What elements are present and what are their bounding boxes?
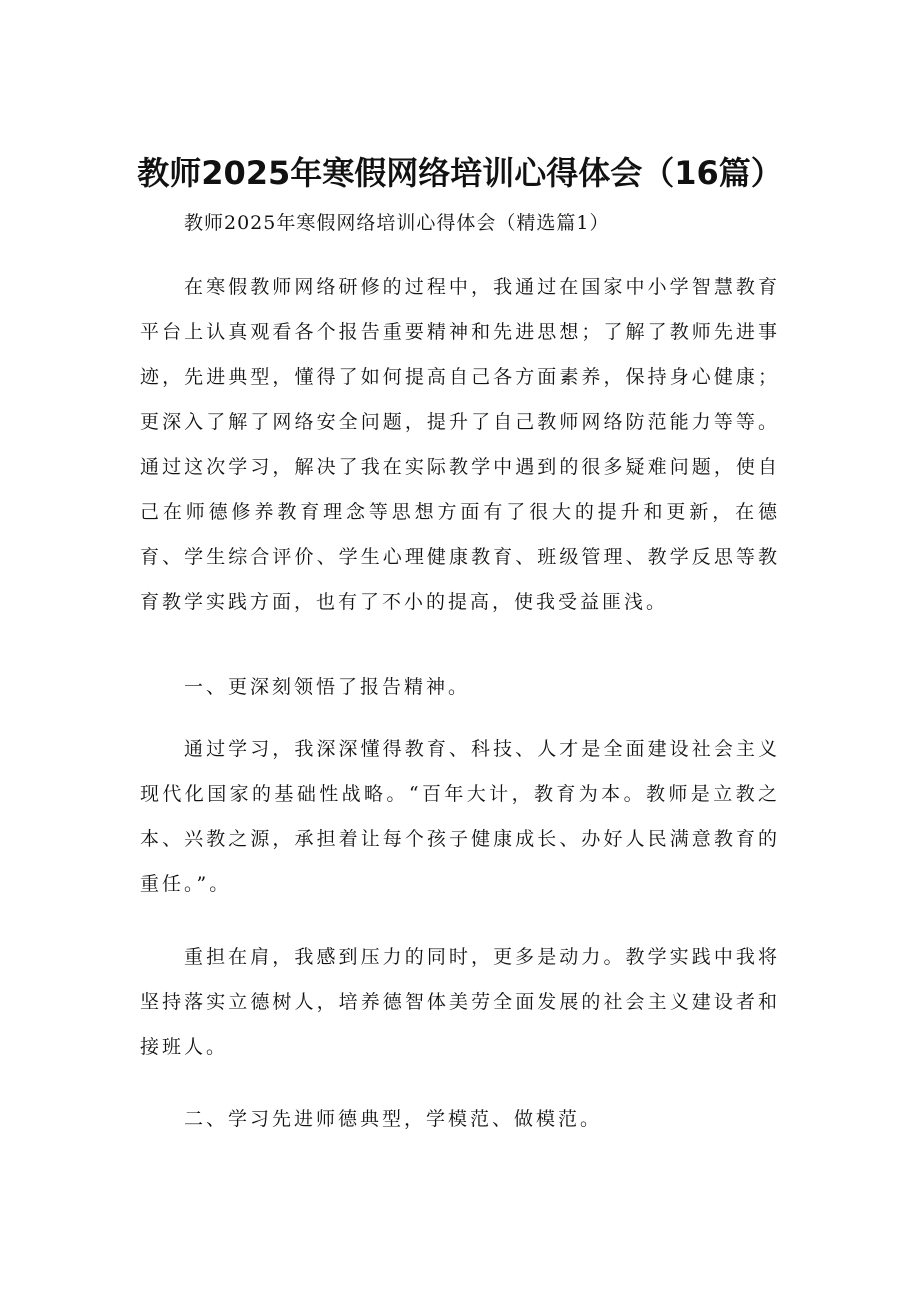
paragraph-intro: 在寒假教师网络研修的过程中，我通过在国家中小学智慧教育平台上认真观看各个报告重要精神和先进思想；了解了教师先进事迹，先进典型，懂得了如何提高自己各方面素养，保持身心健康；更深入了解了网络安全问题，提升了自己教师网络防范能力等等。通过这次学习，解决了我在实际教学中遇到的很多疑难问题，使自己在师德修养教育理念等思想方面有了很大的提升和更新，在德育、学生综合评价、学生心理健康教育、班级管理、教学反思等教育教学实践方面，也有了不小的提高，使我受益匪浅。 (140, 276, 780, 613)
document-subtitle: 教师2025年寒假网络培训心得体会（精选篇1） (184, 212, 610, 234)
paragraph-section-1: 通过学习，我深深懂得教育、科技、人才是全面建设社会主义现代化国家的基础性战略。“百年大计，教育为本。教师是立教之本、兴教之源，承担着让每个孩子健康成长、办好人民满意教育的重任。”。 (140, 738, 780, 895)
section-heading-1: 一、更深刻领悟了报告精神。 (184, 676, 471, 698)
paragraph-section-1b: 重担在肩，我感到压力的同时，更多是动力。教学实践中我将坚持落实立德树人，培养德智体美劳全面发展的社会主义建设者和接班人。 (140, 946, 780, 1058)
section-heading-2: 二、学习先进师德典型，学模范、做模范。 (184, 1108, 603, 1130)
document-title: 教师2025年寒假网络培训心得体会（16篇） (137, 154, 783, 192)
